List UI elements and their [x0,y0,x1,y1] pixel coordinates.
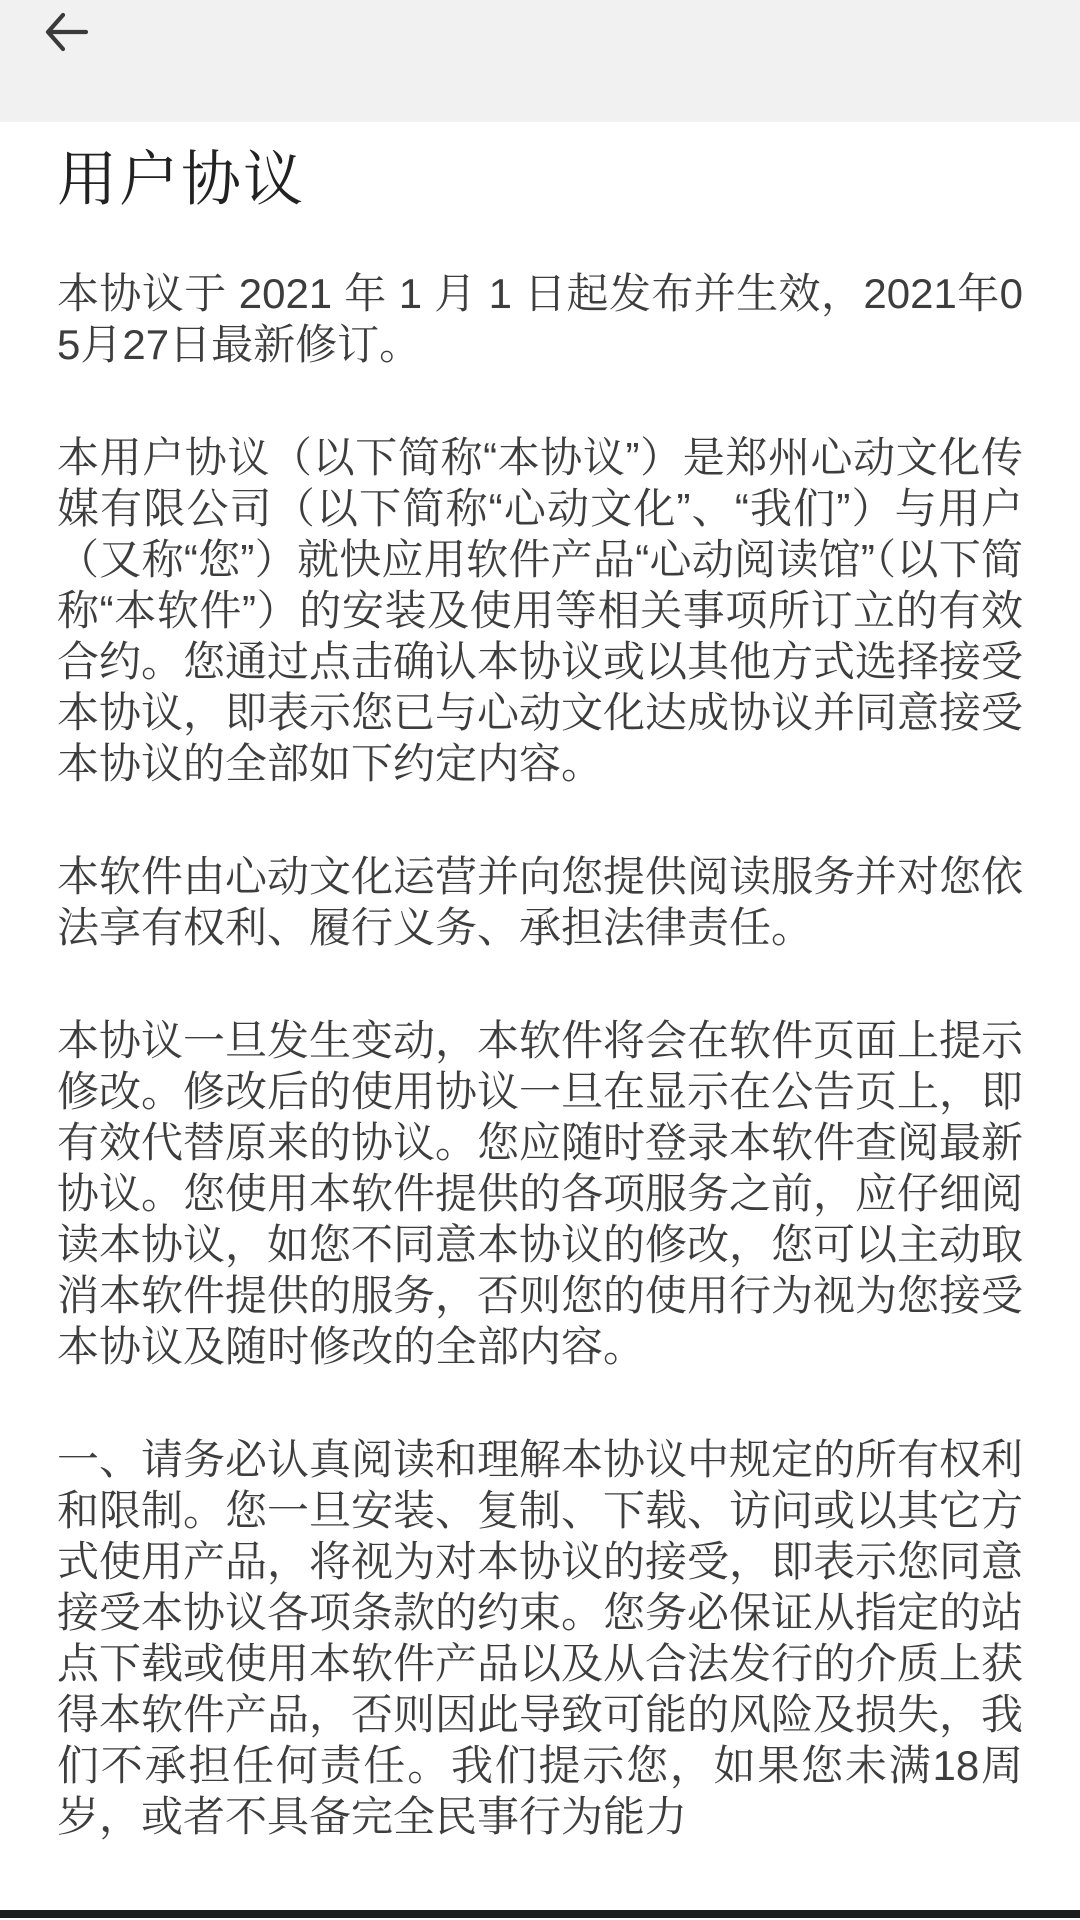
arrow-left-icon [42,8,90,56]
agreement-paragraph-changes: 本协议一旦发生变动，本软件将会在软件页面上提示修改。修改后的使用协议一旦在显示在公告页上，即有效代替原来的协议。您应随时登录本软件查阅最新协议。您使用本软件提供的各项服务之前，应仔细阅读本协议，如您不同意本协议的修改，您可以主动取消本软件提供的服务，否则您的使用行为视为您接受本协议及随时修改的全部内容。 [57,1017,1024,1370]
agreement-paragraph-effective-date: 本协议于 2021 年 1 月 1 日起发布并生效，2021年05月27日最新修订。 [57,270,1023,368]
system-bottom-bar [0,1910,1080,1918]
agreement-paragraph-parties: 本用户协议（以下简称“本协议”）是郑州心动文化传媒有限公司（以下简称“心动文化”、“我们”）与用户（又称“您”）就快应用软件产品“心动阅读馆”（以下简称“本软件”）的安装及使用等相关事项所订立的有效合约。您通过点击确认本协议或以其他方式选择接受本协议，即表示您已与心动文化达成协议并同意接受本协议的全部如下约定内容。 [57,434,1024,787]
back-button[interactable] [36,2,96,62]
agreement-scroll-area[interactable] [0,122,1080,1920]
agreement-paragraph-section-1: 一、请务必认真阅读和理解本协议中规定的所有权利和限制。您一旦安装、复制、下载、访问或以其它方式使用产品，将视为对本协议的接受，即表示您同意接受本协议各项条款的约束。您务必保证从指定的站点下载或使用本软件产品以及从合法发行的介质上获得本软件产品，否则因此导致可能的风险及损失，我们不承担任何责任。我们提示您，如果您未满18周岁，或者不具备完全民事行为能力 [57,1436,1024,1840]
agreement-paragraph-operator: 本软件由心动文化运营并向您提供阅读服务并对您依法享有权利、履行义务、承担法律责任。 [57,853,1024,951]
app-bar [0,0,1080,122]
page-title: 用户协议 [57,146,305,213]
agreement-content [0,122,1080,1842]
